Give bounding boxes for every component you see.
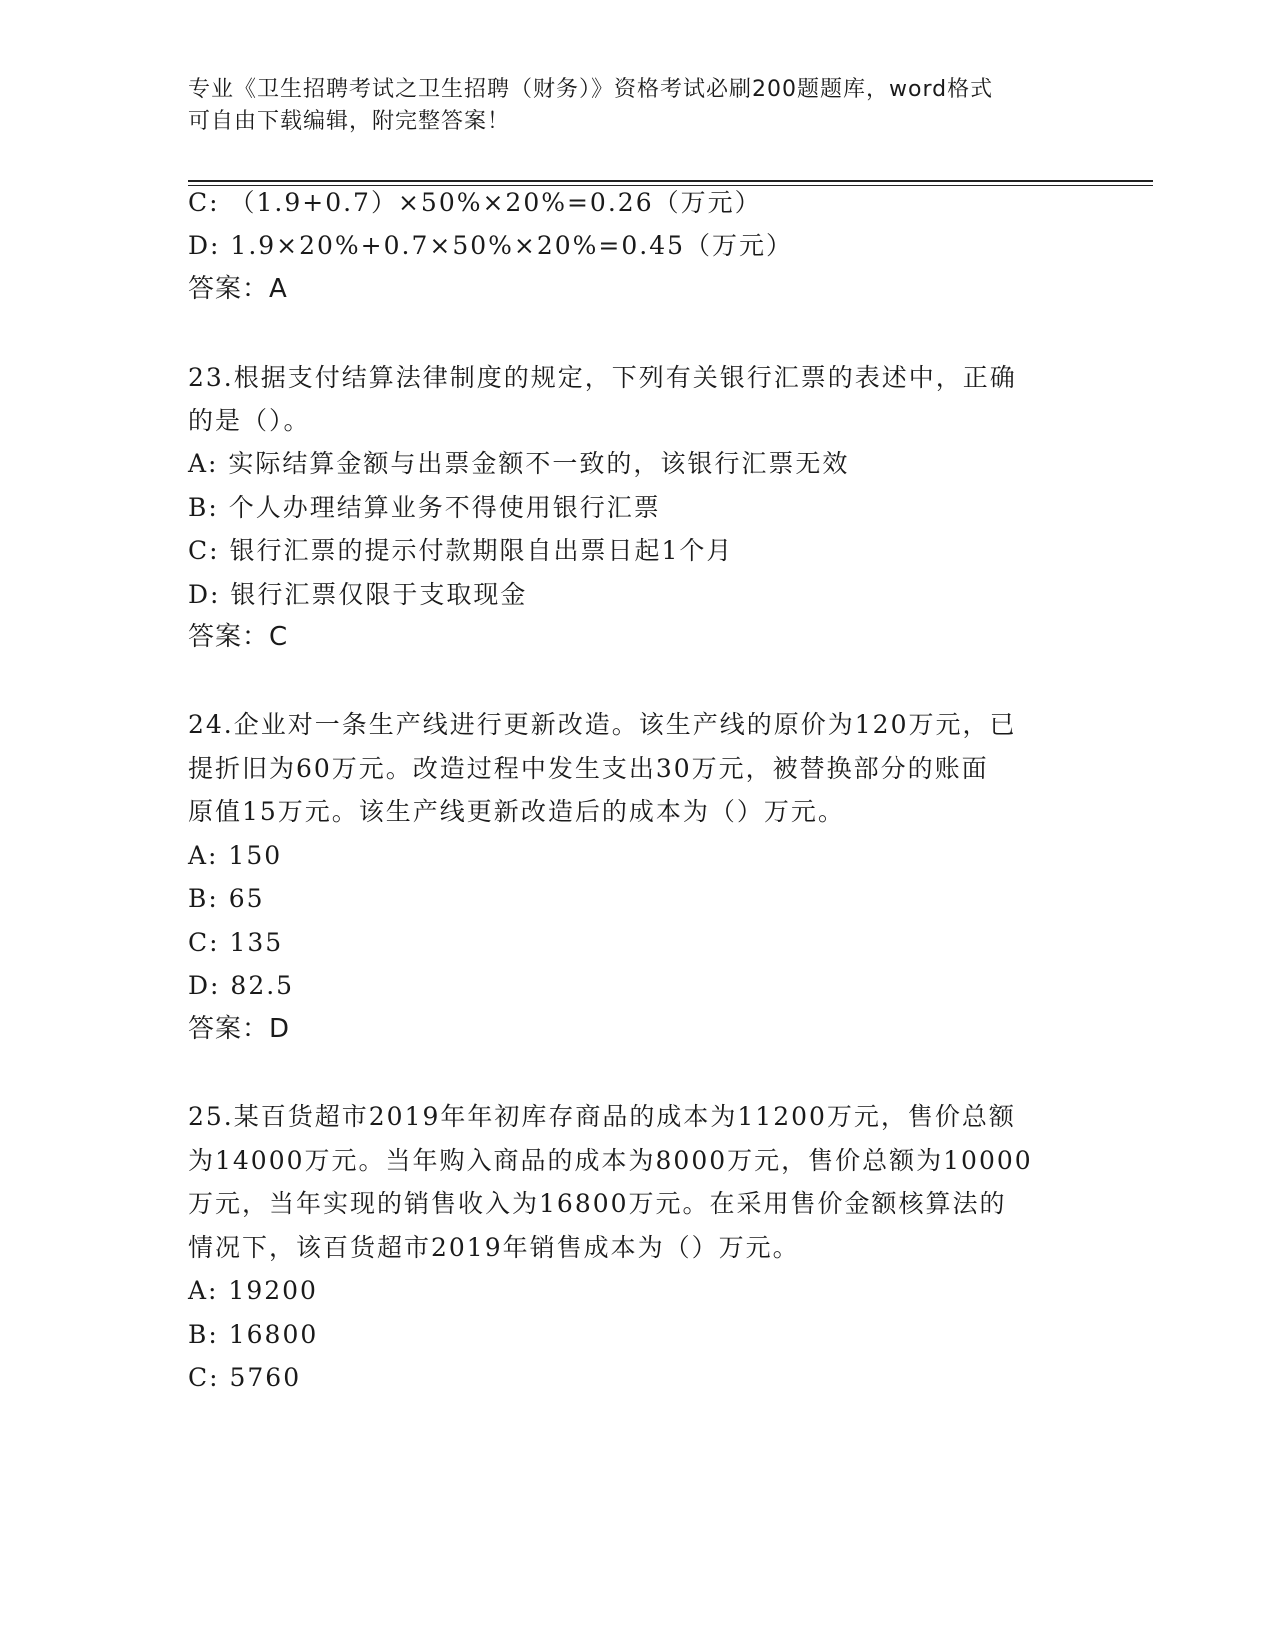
q23-stem-line-2: 的是（）。 xyxy=(188,406,311,435)
q24-option-a: A: 150 xyxy=(188,841,283,870)
q23-answer: 答案：C xyxy=(188,622,289,652)
q25-option-b: B: 16800 xyxy=(188,1320,319,1349)
q25-stem-line-2: 为14000万元。当年购入商品的成本为8000万元，售价总额为10000 xyxy=(188,1146,1033,1175)
q23-stem-line-1: 23.根据支付结算法律制度的规定，下列有关银行汇票的表述中，正确 xyxy=(188,363,1017,392)
q24-option-c: C: 135 xyxy=(188,928,284,957)
q25-option-c: C: 5760 xyxy=(188,1363,302,1392)
q23-option-b: B: 个人办理结算业务不得使用银行汇票 xyxy=(188,493,661,522)
q25-option-a: A: 19200 xyxy=(188,1276,318,1305)
q25-stem-line-4: 情况下，该百货超市2019年销售成本为（）万元。 xyxy=(188,1233,800,1262)
q23-option-a: A: 实际结算金额与出票金额不一致的，该银行汇票无效 xyxy=(188,449,850,478)
q24-stem-line-1: 24.企业对一条生产线进行更新改造。该生产线的原价为120万元，已 xyxy=(188,710,1017,739)
q24-option-b: B: 65 xyxy=(188,884,265,913)
q25-stem-line-1: 25.某百货超市2019年年初库存商品的成本为11200万元，售价总额 xyxy=(188,1102,1016,1131)
q22-answer: 答案：A xyxy=(188,274,288,304)
q24-stem-line-3: 原值15万元。该生产线更新改造后的成本为（）万元。 xyxy=(188,797,845,826)
q24-answer: 答案：D xyxy=(188,1014,291,1044)
q22-option-c: C: （1.9+0.7）×50%×20%=0.26（万元） xyxy=(188,188,762,217)
q25-stem-line-3: 万元，当年实现的销售收入为16800万元。在采用售价金额核算法的 xyxy=(188,1189,1007,1218)
header-title-line-2: 可自由下载编辑，附完整答案！ xyxy=(188,109,511,134)
header-title-line-1: 专业《卫生招聘考试之卫生招聘（财务）》资格考试必刷200题题库，word格式 xyxy=(188,77,994,102)
q24-option-d: D: 82.5 xyxy=(188,971,295,1000)
q23-option-c: C: 银行汇票的提示付款期限自出票日起1个月 xyxy=(188,536,734,565)
page-header xyxy=(188,74,1088,138)
q24-stem-line-2: 提折旧为60万元。改造过程中发生支出30万元，被替换部分的账面 xyxy=(188,754,989,783)
q22-option-d: D: 1.9×20%+0.7×50%×20%=0.45（万元） xyxy=(188,231,794,260)
q23-option-d: D: 银行汇票仅限于支取现金 xyxy=(188,580,528,609)
